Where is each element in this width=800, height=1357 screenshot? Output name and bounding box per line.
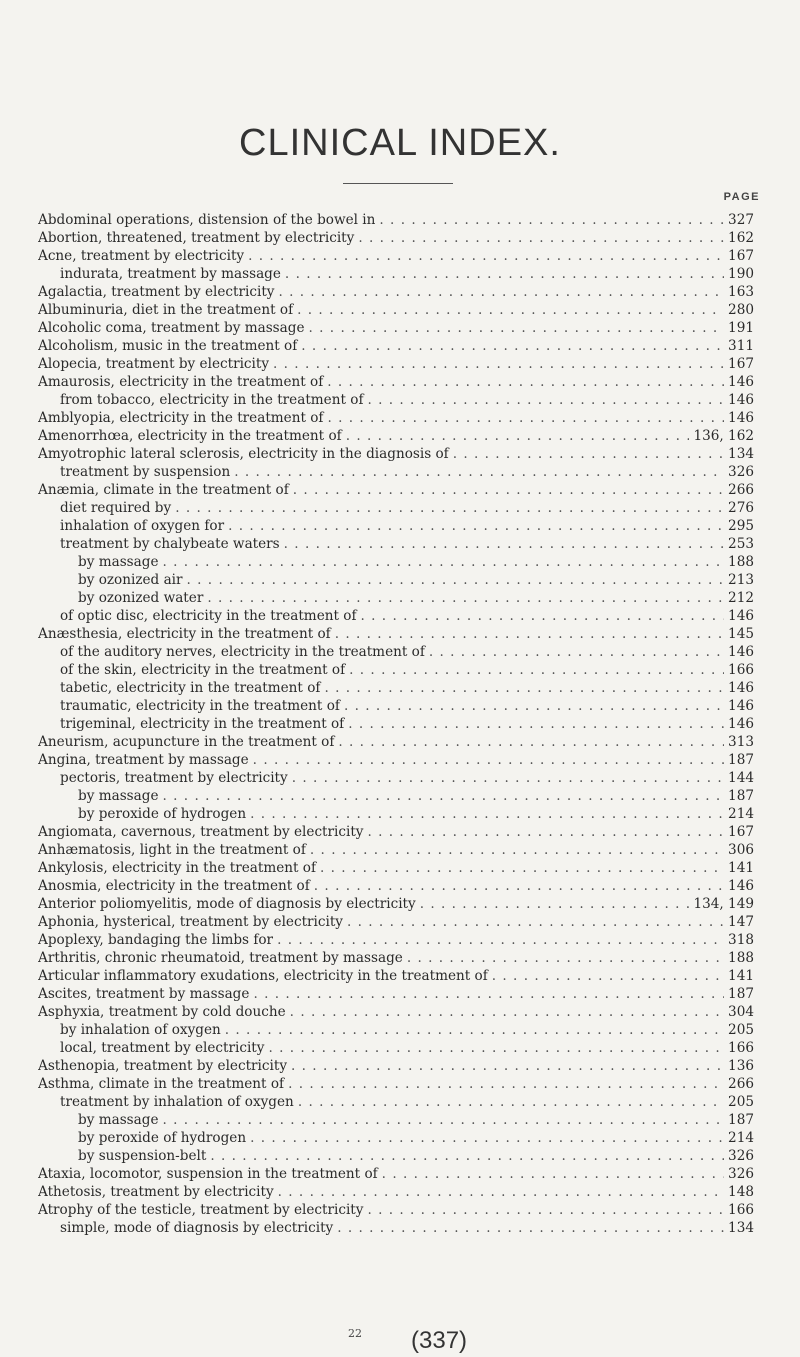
dot-leader [348, 715, 724, 733]
entry-page: 187 [728, 986, 754, 1002]
index-entry [38, 499, 754, 517]
index-entry [38, 679, 754, 697]
dot-leader [327, 409, 724, 427]
index-entry [38, 481, 754, 499]
entry-page: 146 [728, 644, 754, 660]
dot-leader [248, 247, 724, 265]
entry-term: Apoplexy, bandaging the limbs for [38, 932, 274, 948]
index-entry [38, 391, 754, 409]
index-entry [38, 1165, 754, 1183]
index-entry [38, 535, 754, 553]
index-entry [38, 607, 754, 625]
index-entry [38, 823, 754, 841]
dot-leader [429, 643, 724, 661]
entry-page: 146 [728, 392, 754, 408]
dot-leader [228, 517, 724, 535]
entry-page: 141 [728, 860, 754, 876]
dot-leader [273, 355, 724, 373]
dot-leader [284, 535, 724, 553]
index-entry [38, 643, 754, 661]
entry-term: treatment by inhalation of oxygen [60, 1094, 294, 1110]
entry-page: 141 [728, 968, 754, 984]
entry-term: Acne, treatment by electricity [38, 248, 245, 264]
entry-page: 166 [728, 1040, 754, 1056]
entry-page: 166 [728, 662, 754, 678]
entry-term: Alcoholic coma, treatment by massage [38, 320, 305, 336]
index-entry [38, 301, 754, 319]
entry-term: by ozonized air [78, 572, 183, 588]
dot-leader [293, 481, 724, 499]
entry-page: 326 [728, 1166, 754, 1182]
index-entry [38, 769, 754, 787]
dot-leader [210, 1147, 724, 1165]
entry-term: Albuminuria, diet in the treatment of [38, 302, 294, 318]
entry-page: 136 [728, 1058, 754, 1074]
page-footer [0, 1327, 800, 1357]
dot-leader [225, 1021, 724, 1039]
index-entry [38, 265, 754, 283]
entry-term: Asthenopia, treatment by electricity [38, 1058, 288, 1074]
entry-term: Asphyxia, treatment by cold douche [38, 1004, 286, 1020]
entry-page: 214 [728, 806, 754, 822]
entry-page: 205 [728, 1022, 754, 1038]
dot-leader [285, 265, 724, 283]
entry-page: 167 [728, 248, 754, 264]
entry-page: 145 [728, 626, 754, 642]
entry-term: of the skin, electricity in the treatment of [60, 662, 346, 678]
dot-leader [290, 1003, 724, 1021]
dot-leader [309, 319, 725, 337]
index-entry [38, 625, 754, 643]
index-entry [38, 409, 754, 427]
index-entry [38, 967, 754, 985]
entry-page: 134, 149 [693, 896, 754, 912]
index-entry [38, 949, 754, 967]
dot-leader [250, 1129, 724, 1147]
title-rule [343, 183, 453, 184]
index-entry [38, 337, 754, 355]
dot-leader [301, 337, 724, 355]
index-entry [38, 463, 754, 481]
index-entry [38, 985, 754, 1003]
entry-term: Aphonia, hysterical, treatment by electricity [38, 914, 343, 930]
index-entry [38, 211, 754, 229]
entry-term: Alcoholism, music in the treatment of [38, 338, 298, 354]
entry-term: Amaurosis, electricity in the treatment of [38, 374, 324, 390]
entry-page: 134 [728, 1220, 754, 1236]
entry-page: 167 [728, 824, 754, 840]
dot-leader [335, 625, 724, 643]
entry-term: by inhalation of oxygen [60, 1022, 221, 1038]
dot-leader [346, 427, 690, 445]
entry-term: Abdominal operations, distension of the bowel in [38, 212, 376, 228]
entry-term: of optic disc, electricity in the treatment of [60, 608, 357, 624]
entry-term: Amenorrhœa, electricity in the treatment of [38, 428, 342, 444]
entry-term: treatment by chalybeate waters [60, 536, 280, 552]
entry-page: 326 [728, 1148, 754, 1164]
index-entry [38, 1039, 754, 1057]
index-entry [38, 805, 754, 823]
entry-page: 326 [728, 464, 754, 480]
entry-term: Agalactia, treatment by electricity [38, 284, 275, 300]
entry-term: by ozonized water [78, 590, 204, 606]
index-entry [38, 733, 754, 751]
index-entry [38, 445, 754, 463]
entry-term: Abortion, threatened, treatment by electricity [38, 230, 355, 246]
index-entry [38, 553, 754, 571]
entry-page: 311 [728, 338, 754, 354]
page-number: (337) [411, 1327, 468, 1354]
index-entry [38, 1219, 754, 1237]
index-entry [38, 787, 754, 805]
dot-leader [367, 1201, 724, 1219]
entry-page: 146 [728, 608, 754, 624]
entry-term: Aneurism, acupuncture in the treatment of [38, 734, 335, 750]
entry-term: simple, mode of diagnosis by electricity [60, 1220, 334, 1236]
dot-leader [407, 949, 724, 967]
dot-leader [291, 1057, 724, 1075]
entry-term: by peroxide of hydrogen [78, 806, 247, 822]
index-entry [38, 427, 754, 445]
index-entry [38, 229, 754, 247]
index-entry [38, 1147, 754, 1165]
entry-page: 212 [728, 590, 754, 606]
index-entries [38, 211, 754, 1237]
entry-term: indurata, treatment by massage [60, 266, 281, 282]
entry-page: 213 [728, 572, 754, 588]
entry-term: trigeminal, electricity in the treatment of [60, 716, 345, 732]
dot-leader [250, 805, 724, 823]
dot-leader [358, 229, 724, 247]
entry-term: Arthritis, chronic rheumatoid, treatment by massage [38, 950, 403, 966]
entry-page: 146 [728, 698, 754, 714]
entry-page: 187 [728, 752, 754, 768]
dot-leader [320, 859, 724, 877]
entry-term: Athetosis, treatment by electricity [38, 1184, 274, 1200]
index-entry [38, 751, 754, 769]
entry-term: traumatic, electricity in the treatment of [60, 698, 340, 714]
entry-term: Amyotrophic lateral sclerosis, electricity in the diagnosis of [38, 446, 449, 462]
index-entry [38, 895, 754, 913]
entry-page: 190 [728, 266, 754, 282]
entry-term: Anhæmatosis, light in the treatment of [38, 842, 306, 858]
index-entry [38, 715, 754, 733]
entry-term: by suspension-belt [78, 1148, 207, 1164]
entry-page: 295 [728, 518, 754, 534]
entry-page: 148 [728, 1184, 754, 1200]
signature-mark: 22 [348, 1327, 362, 1340]
index-entry [38, 913, 754, 931]
entry-page: 304 [728, 1004, 754, 1020]
entry-page: 188 [728, 554, 754, 570]
entry-term: Ascites, treatment by massage [38, 986, 250, 1002]
dot-leader [207, 589, 724, 607]
entry-page: 146 [728, 680, 754, 696]
dot-leader [314, 877, 724, 895]
entry-term: by massage [78, 788, 159, 804]
entry-page: 187 [728, 788, 754, 804]
dot-leader [288, 1075, 724, 1093]
entry-term: Anæsthesia, electricity in the treatment of [38, 626, 331, 642]
entry-term: Amblyopia, electricity in the treatment of [38, 410, 324, 426]
entry-page: 188 [728, 950, 754, 966]
dot-leader [298, 1093, 724, 1111]
index-entry [38, 319, 754, 337]
entry-term: Anosmia, electricity in the treatment of [38, 878, 310, 894]
entry-page: 187 [728, 1112, 754, 1128]
entry-page: 276 [728, 500, 754, 516]
entry-page: 147 [728, 914, 754, 930]
entry-page: 214 [728, 1130, 754, 1146]
dot-leader [349, 661, 724, 679]
entry-page: 318 [728, 932, 754, 948]
dot-leader [278, 1183, 724, 1201]
dot-leader [420, 895, 690, 913]
dot-leader [278, 283, 724, 301]
page-column-header: PAGE [723, 191, 760, 203]
dot-leader [310, 841, 724, 859]
dot-leader [268, 1039, 724, 1057]
dot-leader [277, 931, 724, 949]
index-entry [38, 1129, 754, 1147]
entry-page: 166 [728, 1202, 754, 1218]
dot-leader [367, 391, 724, 409]
dot-leader [347, 913, 724, 931]
entry-page: 146 [728, 878, 754, 894]
entry-page: 163 [728, 284, 754, 300]
dot-leader [327, 373, 724, 391]
index-entry [38, 1003, 754, 1021]
index-entry [38, 517, 754, 535]
entry-term: Anæmia, climate in the treatment of [38, 482, 289, 498]
entry-term: Asthma, climate in the treatment of [38, 1076, 285, 1092]
entry-page: 134 [728, 446, 754, 462]
index-entry [38, 373, 754, 391]
dot-leader [324, 679, 724, 697]
index-entry [38, 697, 754, 715]
index-entry [38, 247, 754, 265]
entry-term: inhalation of oxygen for [60, 518, 225, 534]
entry-term: Alopecia, treatment by electricity [38, 356, 270, 372]
dot-leader [187, 571, 725, 589]
entry-page: 146 [728, 374, 754, 390]
dot-leader [361, 607, 725, 625]
dot-leader [344, 697, 724, 715]
entry-page: 146 [728, 716, 754, 732]
index-entry [38, 283, 754, 301]
entry-term: Anterior poliomyelitis, mode of diagnosis by electricity [38, 896, 416, 912]
entry-term: Articular inflammatory exudations, electricity in the treatment of [38, 968, 488, 984]
entry-page: 162 [728, 230, 754, 246]
entry-term: Atrophy of the testicle, treatment by electricity [38, 1202, 364, 1218]
index-entry [38, 661, 754, 679]
entry-term: by massage [78, 1112, 159, 1128]
dot-leader [163, 553, 725, 571]
entry-term: Angiomata, cavernous, treatment by electricity [38, 824, 364, 840]
dot-leader [297, 301, 724, 319]
dot-leader [253, 985, 724, 1003]
entry-term: treatment by suspension [60, 464, 231, 480]
entry-term: tabetic, electricity in the treatment of [60, 680, 321, 696]
entry-page: 144 [728, 770, 754, 786]
dot-leader [492, 967, 724, 985]
entry-page: 253 [728, 536, 754, 552]
entry-term: diet required by [60, 500, 172, 516]
index-entry [38, 1075, 754, 1093]
entry-page: 167 [728, 356, 754, 372]
entry-term: of the auditory nerves, electricity in the treatment of [60, 644, 425, 660]
index-entry [38, 877, 754, 895]
index-entry [38, 1021, 754, 1039]
index-entry [38, 571, 754, 589]
dot-leader [163, 787, 725, 805]
entry-term: local, treatment by electricity [60, 1040, 265, 1056]
dot-leader [382, 1165, 724, 1183]
dot-leader [163, 1111, 725, 1129]
entry-term: by massage [78, 554, 159, 570]
index-entry [38, 355, 754, 373]
dot-leader [453, 445, 724, 463]
entry-page: 266 [728, 482, 754, 498]
dot-leader [338, 733, 724, 751]
dot-leader [367, 823, 724, 841]
entry-term: Angina, treatment by massage [38, 752, 249, 768]
index-entry [38, 1183, 754, 1201]
entry-term: Ataxia, locomotor, suspension in the treatment of [38, 1166, 378, 1182]
dot-leader [379, 211, 724, 229]
index-entry [38, 841, 754, 859]
entry-term: by peroxide of hydrogen [78, 1130, 247, 1146]
dot-leader [175, 499, 724, 517]
index-entry [38, 589, 754, 607]
entry-page: 266 [728, 1076, 754, 1092]
index-entry [38, 1201, 754, 1219]
index-entry [38, 1093, 754, 1111]
dot-leader [292, 769, 724, 787]
index-entry [38, 1057, 754, 1075]
entry-term: from tobacco, electricity in the treatment of [60, 392, 364, 408]
entry-page: 327 [728, 212, 754, 228]
page-title: CLINICAL INDEX. [239, 122, 561, 164]
dot-leader [253, 751, 724, 769]
entry-page: 191 [728, 320, 754, 336]
dot-leader [234, 463, 724, 481]
index-entry [38, 1111, 754, 1129]
entry-term: Ankylosis, electricity in the treatment of [38, 860, 317, 876]
entry-page: 136, 162 [693, 428, 754, 444]
entry-page: 205 [728, 1094, 754, 1110]
entry-page: 280 [728, 302, 754, 318]
index-entry [38, 859, 754, 877]
entry-page: 313 [728, 734, 754, 750]
entry-page: 146 [728, 410, 754, 426]
entry-term: pectoris, treatment by electricity [60, 770, 288, 786]
index-entry [38, 931, 754, 949]
dot-leader [337, 1219, 724, 1237]
entry-page: 306 [728, 842, 754, 858]
